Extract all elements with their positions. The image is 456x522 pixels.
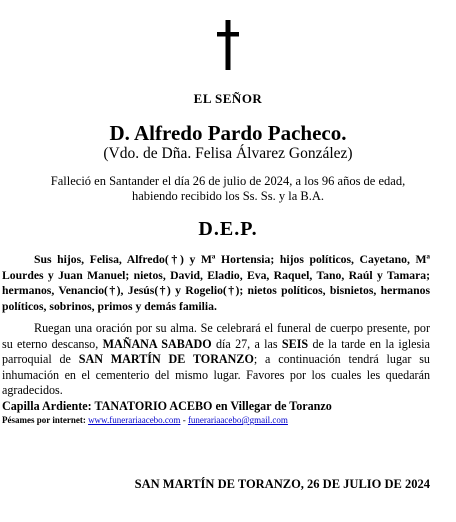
- pesames-separator: -: [180, 415, 188, 425]
- prayer-text-1: Ruegan una oración por su alma. Se celebrará el funeral de cuerpo presente, por su eterno descanso,: [2, 321, 430, 351]
- prayer-day: MAÑANA SABADO: [102, 336, 212, 351]
- prayer-text-4: ; a continuación tendrá lugar su inhumación en el cementerio del mismo lugar. Favores por los cuales les quedarán agradecidos.: [2, 352, 430, 398]
- cross-icon: [0, 20, 456, 76]
- capilla-ardiente-line: Capilla Ardiente: TANATORIO ACEBO en Villegar de Toranzo: [2, 399, 332, 413]
- prayer-text-3: de la tarde en la iglesia parroquial de: [2, 336, 430, 367]
- website-link[interactable]: www.funerariaacebo.com: [88, 415, 181, 425]
- prayer-place: SAN MARTÍN DE TORANZO: [78, 352, 254, 367]
- prayer-paragraph: [2, 321, 430, 399]
- place-date-footer: SAN MARTÍN DE TORANZO, 26 DE JULIO DE 2024: [134, 477, 430, 491]
- deceased-name: D. Alfredo Pardo Pacheco.: [109, 121, 347, 145]
- death-line-2: habiendo recibido los Ss. Ss. y la B.A.: [131, 189, 324, 203]
- pesames-label: Pésames por internet:: [2, 415, 86, 425]
- widower-line: (Vdo. de Dña. Felisa Álvarez González): [103, 145, 353, 162]
- title-line: EL SEÑOR: [193, 91, 263, 106]
- prayer-text-2: día 27, a las: [211, 336, 282, 351]
- death-line-1: Falleció en Santander el día 26 de julio de 2024, a los 96 años de edad,: [50, 174, 406, 188]
- family-paragraph: Sus hijos, Felisa, Alfredo(†) y Mª Hortensia; hijos políticos, Cayetano, Mª Lourdes y Juan Manuel; nietos, David, Eladio, Eva, Raquel, Tano, Raúl y Tamara; hermanos, Venancio(†), Jesús(†) y Rogelio(†); nietos políticos, bisnietos, hermanos políticos, sobrinos, primos y demás familia.: [2, 253, 430, 313]
- email-link[interactable]: funerariaacebo@gmail.com: [187, 415, 288, 425]
- prayer-time: SEIS: [281, 336, 309, 351]
- pesames-line: [2, 415, 288, 425]
- dep-heading: D.E.P.: [198, 218, 258, 240]
